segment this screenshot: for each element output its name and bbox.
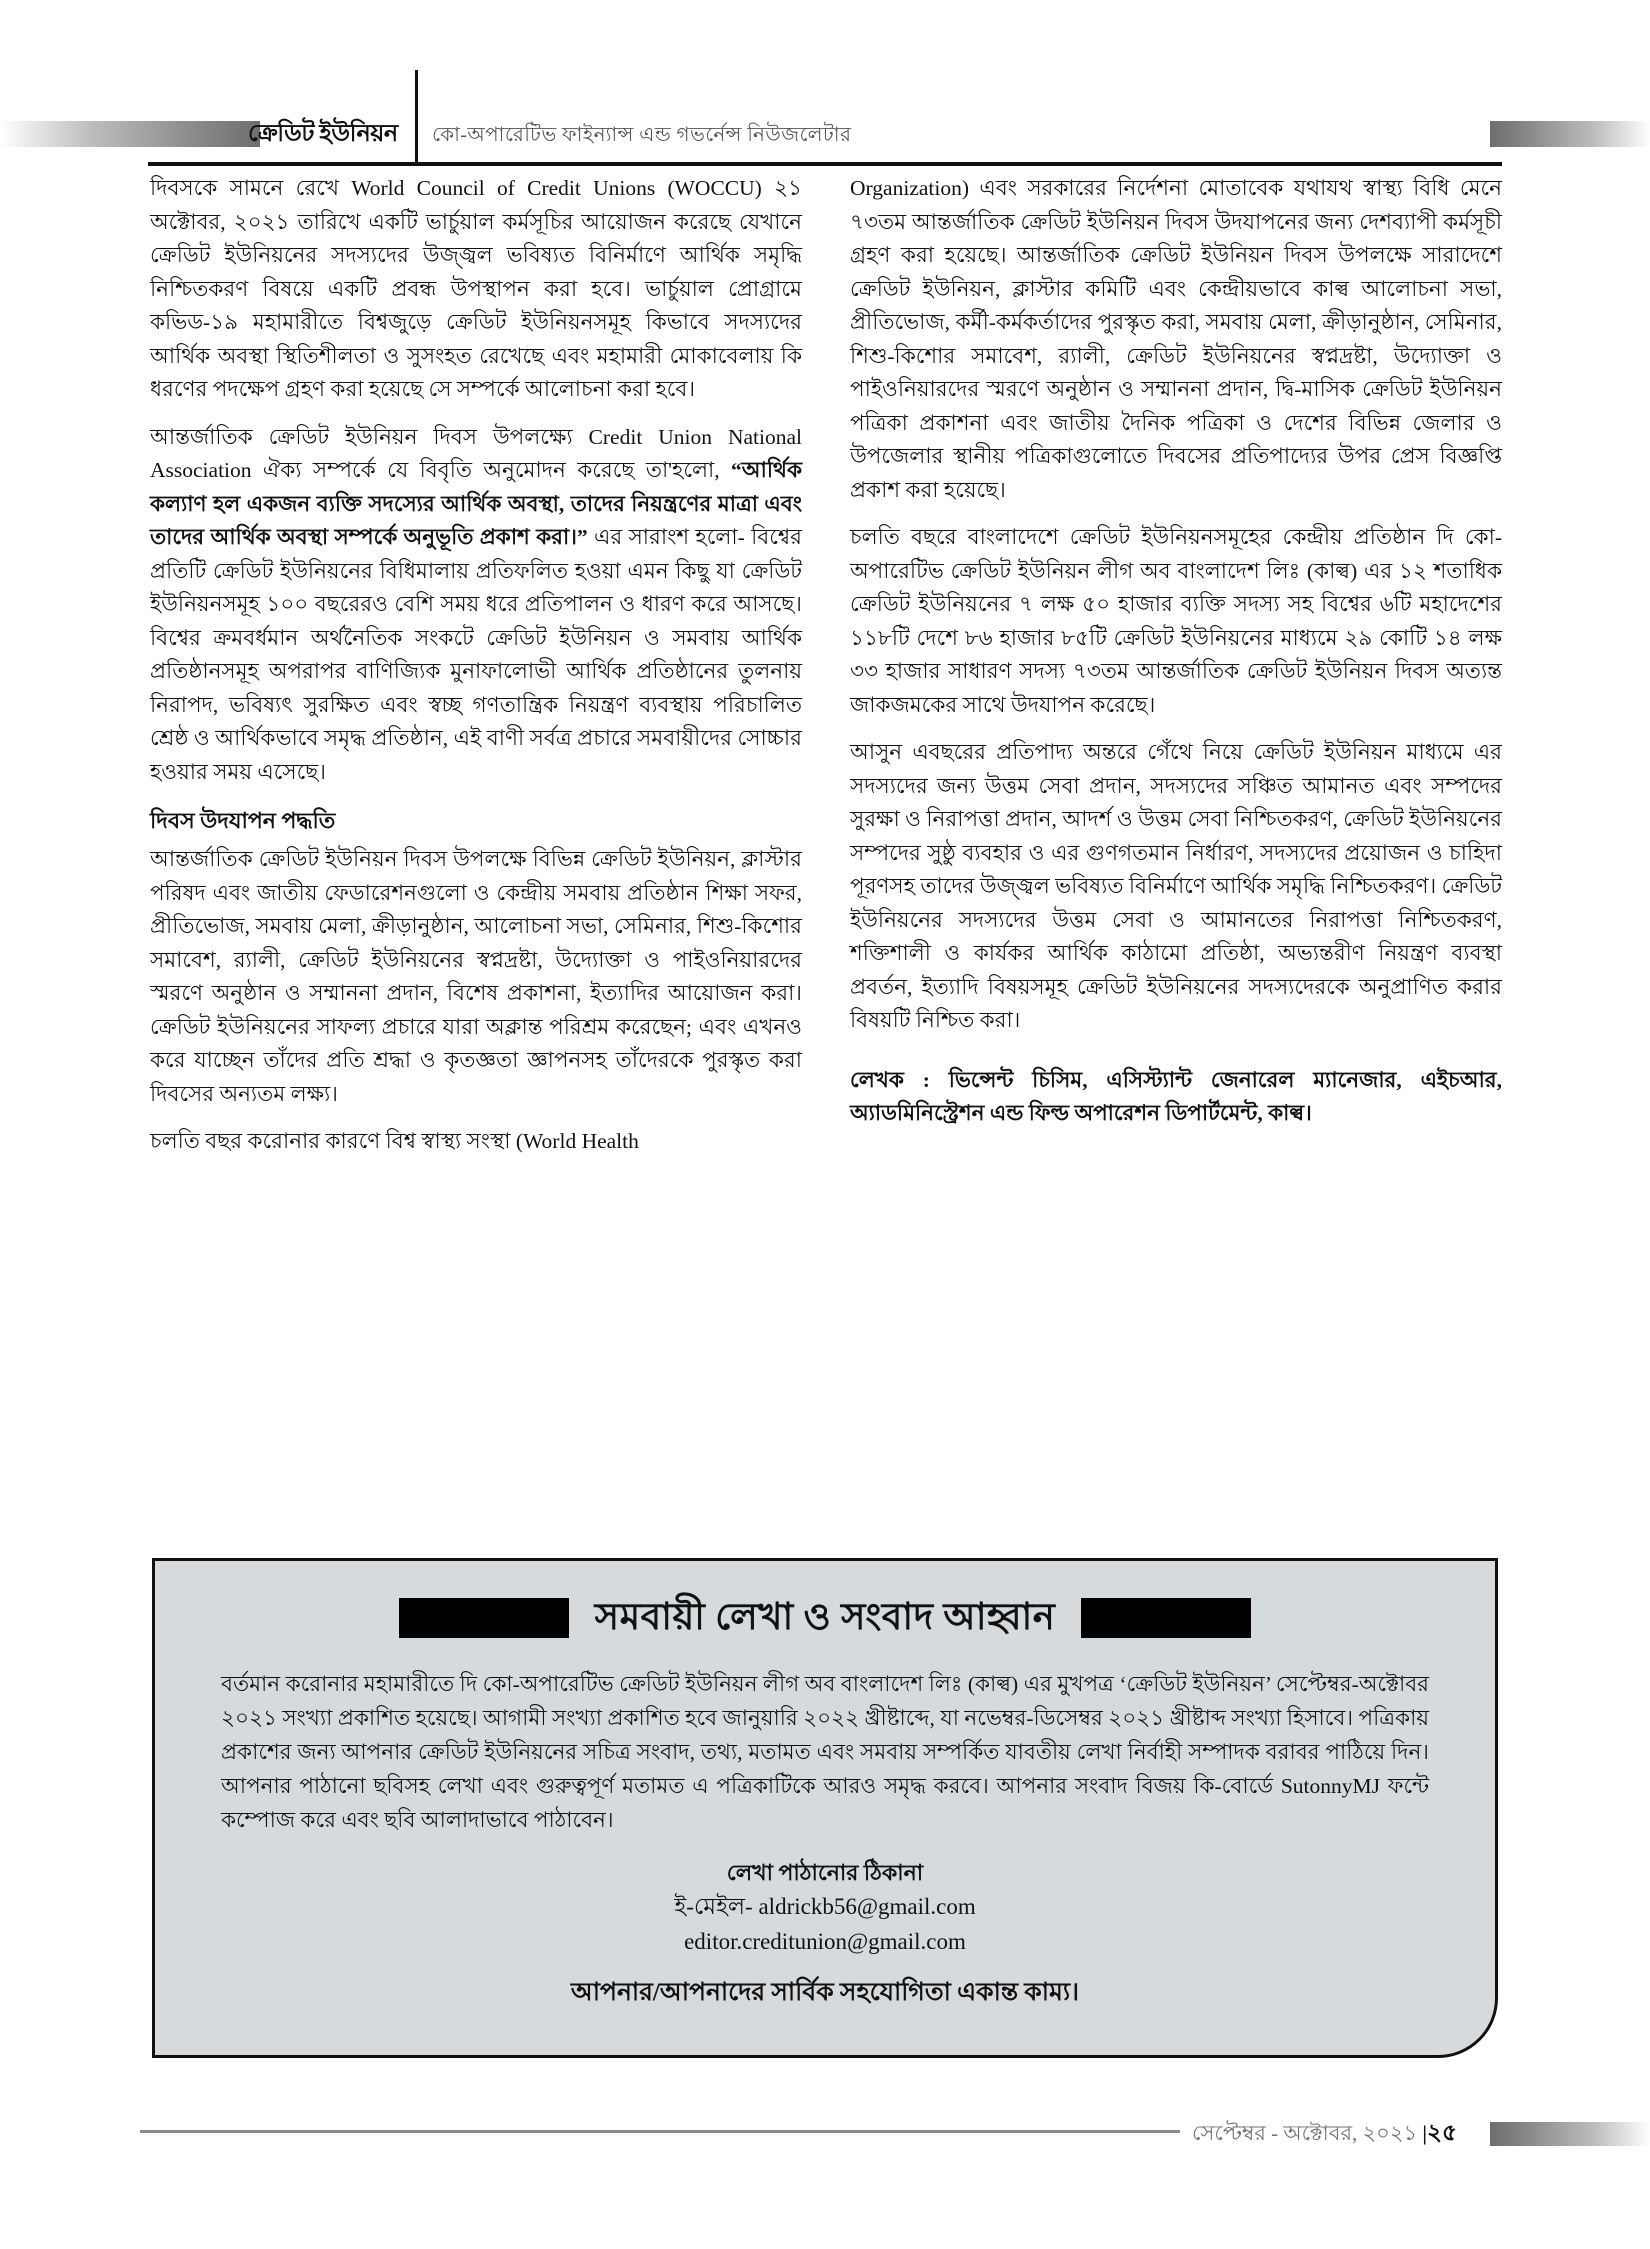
section-heading: দিবস উদযাপন পদ্ধতি: [150, 808, 336, 833]
footer-issue-label: সেপ্টেম্বর - অক্টোবর, ২০২১: [1192, 2121, 1418, 2145]
masthead-logo: ক্রেডিট ইউনিয়ন: [248, 121, 398, 147]
advertisement-closing-line: আপনার/আপনাদের সার্বিক সহযোগিতা একান্ত কাম্য।: [570, 1979, 1080, 2006]
advertisement-content: [155, 1561, 1495, 2055]
advertisement-title: সমবায়ী লেখা ও সংবাদ আহ্বান: [594, 1597, 1056, 1638]
paragraph: Organization) এবং সরকারের নির্দেশনা মোতাবেক যথাযথ স্বাস্থ্য বিধি মেনে ৭৩তম আন্তর্জাতিক ক্রেডিট ইউনিয়ন দিবস উদযাপনের জন্য দেশব্যাপী কর্মসূচী গ্রহণ করা হয়েছে। আন্তর্জাতিক ক্রেডিট ইউনিয়ন দিবস উপলক্ষে সারাদেশে ক্রেডিট ইউনিয়ন, ক্লাস্টার কমিটি এবং কেন্দ্রীয়ভাবে কাল্ব আলোচনা সভা, প্রীতিভোজ, কর্মী-কর্মকর্তাদের পুরস্কৃত করা, সমবায় মেলা, ক্রীড়ানুষ্ঠান, সেমিনার, শিশু-কিশোর সমাবেশ, র‍্যালী, ক্রেডিট ইউনিয়নের স্বপ্নদ্রষ্টা, উদ্যোক্তা ও পাইওনিয়ারদের স্মরণে অনুষ্ঠান ও সম্মাননা প্রদান, দ্বি-মাসিক ক্রেডিট ইউনিয়ন পত্রিকা প্রকাশনা এবং জাতীয় দৈনিক পত্রিকা ও দেশের বিভিন্ন জেলার ও উপজেলার স্থানীয় পত্রিকাগুলোতে দিবসের প্রতিপাদ্যের উপর প্রেস বিজ্ঞপ্তি প্রকাশ করা হয়েছে।: [850, 176, 1502, 502]
quote-bold-text: “আর্থিক কল্যাণ হল একজন ব্যক্তি সদস্যের আর্থিক অবস্থা, তাদের নিয়ন্ত্রণের মাত্রা এবং তাদের আর্থিক অবস্থা সম্পর্কে অনুভূতি প্রকাশ করা।”: [150, 458, 802, 549]
paragraph: চলতি বছর করোনার কারণে বিশ্ব স্বাস্থ্য সংস্থা (World Health: [150, 1129, 639, 1153]
page-footer: [0, 2118, 1650, 2158]
masthead-gradient-right-decoration: [1490, 121, 1650, 147]
quote-tail-text: এর সারাংশ হলো- বিশ্বের প্রতিটি ক্রেডিট ইউনিয়নের বিধিমালায় প্রতিফলিত হওয়া এমন কিছু যা ক্রেডিট ইউনিয়নসমূহ ১০০ বছরেরও বেশি সময় ধরে প্রতিপালন ও ধারণ করে আসছে। বিশ্বের ক্রমবর্ধমান অর্থনৈতিক সংকটে ক্রেডিট ইউনিয়ন ও সমবায় আর্থিক প্রতিষ্ঠানসমূহ অপরাপর বাণিজ্যিক মুনাফালোভী আর্থিক প্রতিষ্ঠানের তুলনায় নিরাপদ, ভবিষ্যৎ সুরক্ষিত এবং স্বচ্ছ গণতান্ত্রিক নিয়ন্ত্রণ ব্যবস্থায় পরিচালিত শ্রেষ্ঠ ও আর্থিকভাবে সমৃদ্ধ প্রতিষ্ঠান, এই বাণী সর্বত্র প্রচারে সমবায়ীদের সোচ্চার হওয়ার সময় এসেছে।: [150, 525, 802, 784]
footer-page-number: ২৫: [1426, 2120, 1457, 2145]
paragraph-with-quote: [150, 421, 802, 790]
advertisement-bar-right-decoration: [1081, 1598, 1251, 1638]
masthead-divider: [415, 70, 418, 162]
advertisement-bar-left-decoration: [399, 1598, 569, 1638]
advertisement-email-line-1: ই-মেইল- aldrickb56@gmail.com: [674, 1894, 976, 1919]
footer-gradient-right-decoration: [1490, 2122, 1650, 2146]
paragraph: আসুন এবছরের প্রতিপাদ্য অন্তরে গেঁথে নিয়ে ক্রেডিট ইউনিয়ন মাধ্যমে এর সদস্যদের জন্য উত্তম সেবা প্রদান, সদস্যদের সঞ্চিত আমানত এবং সম্পদের সুরক্ষা ও নিরাপত্তা প্রদান, আদর্শ ও উত্তম সেবা নিশ্চিতকরণ, ক্রেডিট ইউনিয়নের সম্পদের সুষ্ঠু ব্যবহার ও এর গুণগতমান নির্ধারণ, সদস্যদের প্রয়োজন ও চাহিদা পূরণসহ তাদের উজ্জ্বল ভবিষ্যত বিনির্মাণে আর্থিক সমৃদ্ধি নিশ্চিতকরণ। ক্রেডিট ইউনিয়নের সদস্যদের উত্তম সেবা ও আমানতের নিরাপত্তা নিশ্চিতকরণ, শক্তিশালী ও কার্যকর আর্থিক কাঠামো প্রতিষ্ঠা, অভ্যন্তরীণ নিয়ন্ত্রণ ব্যবস্থা প্রবর্তন, ইত্যাদি বিষয়সমূহ ক্রেডিট ইউনিয়নের সদস্যদেরকে অনুপ্রাণিত করার বিষয়টি নিশ্চিত করা।: [850, 740, 1502, 1032]
masthead-subtitle: কো-অপারেটিভ ফাইন্যান্স এন্ড গভর্নেন্স নিউজলেটার: [432, 124, 852, 146]
footer-rule: [140, 2130, 1180, 2133]
author-byline: লেখক : ভিন্সেন্ট চিসিম, এসিস্ট্যান্ট জেনারেল ম্যানেজার, এইচআর, অ্যাডমিনিস্ট্রেশন এন্ড ফিল্ড অপারেশন ডিপার্টমেন্ট, কাল্ব।: [850, 1067, 1502, 1125]
paragraph: দিবসকে সামনে রেখে World Council of Credit Unions (WOCCU) ২১ অক্টোবর, ২০২১ তারিখে একটি ভার্চুয়াল কর্মসূচির আয়োজন করেছে যেখানে ক্রেডিট ইউনিয়নের সদস্যদের উজ্জ্বল ভবিষ্যত বিনির্মাণে আর্থিক সমৃদ্ধি নিশ্চিতকরণ বিষয়ে একটি প্রবন্ধ উপস্থাপন করা হবে। ভার্চুয়াল প্রোগ্রামে কভিড-১৯ মহামারীতে বিশ্বজুড়ে ক্রেডিট ইউনিয়নসমূহ কিভাবে সদস্যদের আর্থিক অবস্থা স্থিতিশীলতা ও সুসংহত রেখেছে এবং মহামারী মোকাবেলায় কি ধরণের পদক্ষেপ গ্রহণ করা হয়েছে সে সম্পর্কে আলোচনা করা হবে।: [150, 176, 802, 401]
advertisement-email-line-2: editor.creditunion@gmail.com: [684, 1929, 966, 1954]
article-columns: [150, 172, 1502, 1173]
advertisement-address-heading: লেখা পাঠানোর ঠিকানা: [726, 1860, 924, 1885]
article-left-column: [150, 172, 802, 1173]
advertisement-body-text: বর্তমান করোনার মহামারীতে দি কো-অপারেটিভ ক্রেডিট ইউনিয়ন লীগ অব বাংলাদেশ লিঃ (কাল্ব) এর মুখপত্র ‘ক্রেডিট ইউনিয়ন’ সেপ্টেম্বর-অক্টোবর ২০২১ সংখ্যা প্রকাশিত হয়েছে। আগামী সংখ্যা প্রকাশিত হবে জানুয়ারি ২০২২ খ্রীষ্টাব্দে, যা নভেম্বর-ডিসেম্বর ২০২১ খ্রীষ্টাব্দ সংখ্যা হিসাবে। পত্রিকায় প্রকাশের জন্য আপনার ক্রেডিট ইউনিয়নের সচিত্র সংবাদ, তথ্য, মতামত এবং সমবায় সম্পর্কিত যাবতীয় লেখা নির্বাহী সম্পাদক বরাবর পাঠিয়ে দিন। আপনার পাঠানো ছবিসহ লেখা এবং গুরুত্বপূর্ণ মতামত এ পত্রিকাটিকে আরও সমৃদ্ধ করবে। আপনার সংবাদ বিজয় কি-বোর্ডে SutonnyMJ ফন্টে কম্পোজ করে এবং ছবি আলাদাভাবে পাঠাবেন।: [221, 1672, 1429, 1832]
paragraph: আন্তর্জাতিক ক্রেডিট ইউনিয়ন দিবস উপলক্ষে বিভিন্ন ক্রেডিট ইউনিয়ন, ক্লাস্টার পরিষদ এবং জাতীয় ফেডারেশনগুলো ও কেন্দ্রীয় সমবায় প্রতিষ্ঠান শিক্ষা সফর, প্রীতিভোজ, সমবায় মেলা, ক্রীড়ানুষ্ঠান, আলোচনা সভা, সেমিনার, শিশু-কিশোর সমাবেশ, র‍্যালী, ক্রেডিট ইউনিয়নের স্বপ্নদ্রষ্টা, উদ্যোক্তা ও পাইওনিয়ারদের স্মরণে অনুষ্ঠান ও সম্মাননা প্রদান, বিশেষ প্রকাশনা, ইত্যাদির আয়োজন করা। ক্রেডিট ইউনিয়নের সাফল্য প্রচারে যারা অক্লান্ত পরিশ্রম করেছেন; এবং এখনও করে যাচ্ছেন তাঁদের প্রতি শ্রদ্ধা ও কৃতজ্ঞতা জ্ঞাপনসহ তাঁদেরকে পুরস্কৃত করা দিবসের অন্যতম লক্ষ্য।: [150, 847, 802, 1106]
advertisement-box: [152, 1558, 1498, 2058]
footer-text: [1192, 2118, 1457, 2148]
paragraph: চলতি বছরে বাংলাদেশে ক্রেডিট ইউনিয়নসমূহের কেন্দ্রীয় প্রতিষ্ঠান দি কো-অপারেটিভ ক্রেডিট ইউনিয়ন লীগ অব বাংলাদেশ লিঃ (কাল্ব) এর ১২ শতাধিক ক্রেডিট ইউনিয়নের ৭ লক্ষ ৫০ হাজার ব্যক্তি সদস্য সহ বিশ্বের ৬টি মহাদেশের ১১৮টি দেশে ৮৬ হাজার ৮৫টি ক্রেডিট ইউনিয়নের মাধ্যমে ২৯ কোটি ১৪ লক্ষ ৩৩ হাজার সাধারণ সদস্য ৭৩তম আন্তর্জাতিক ক্রেডিট ইউনিয়ন দিবস অত্যন্ত জাকজমকের সাথে উদযাপন করেছে।: [850, 525, 1502, 717]
masthead: [0, 112, 1650, 164]
quote-lead-text: আন্তর্জাতিক ক্রেডিট ইউনিয়ন দিবস উপলক্ষ্যে Credit Union National Association ঐক্য সম্পর্কে যে বিবৃতি অনুমোদন করেছে তা'হলো,: [150, 424, 802, 482]
masthead-rule: [148, 162, 1502, 166]
article-right-column: [850, 172, 1502, 1173]
masthead-gradient-left-decoration: [0, 121, 260, 147]
footer-separator: |: [1422, 2121, 1427, 2145]
advertisement-title-row: [195, 1595, 1455, 1641]
